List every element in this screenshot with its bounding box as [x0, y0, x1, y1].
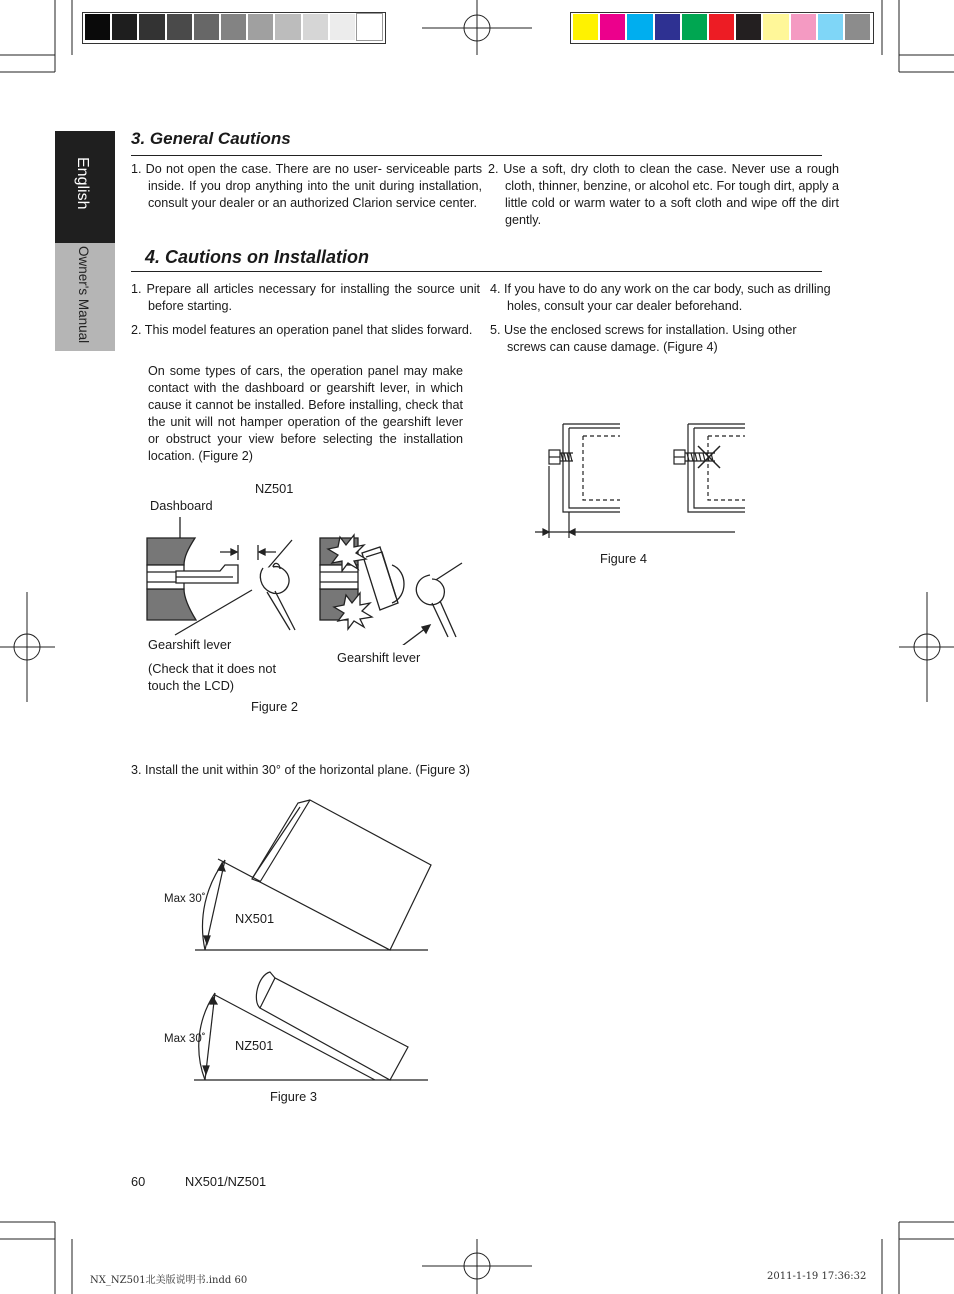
language-label: English	[74, 157, 91, 210]
color-swatch	[357, 14, 382, 40]
color-swatch	[682, 14, 707, 40]
color-swatch	[275, 14, 300, 40]
color-swatch	[139, 14, 164, 40]
color-swatch	[194, 14, 219, 40]
color-swatch	[248, 14, 273, 40]
section-rule	[131, 155, 822, 156]
registration-mark-right	[899, 592, 954, 702]
install-item-2: 2. This model features an operation panel that slides forward.	[131, 323, 473, 337]
slug-timestamp: 2011-1-19 17:36:32	[767, 1271, 867, 1282]
color-swatch	[736, 14, 761, 40]
color-swatch	[709, 14, 734, 40]
figure3-max-label-2: Max 30˚	[164, 1033, 206, 1045]
page-number: 60	[131, 1174, 146, 1189]
registration-mark-left	[0, 592, 55, 702]
figure2-model-label: NZ501	[255, 481, 294, 496]
figure2-caption: Figure 2	[251, 699, 298, 714]
figure3-model-label-1: NX501	[235, 911, 275, 926]
install-item-3: 3. Install the unit within 30° of the horizontal plane. (Figure 3)	[131, 763, 470, 777]
color-swatch	[221, 14, 246, 40]
color-swatch	[818, 14, 843, 40]
side-tab-manual	[55, 243, 115, 351]
figure4-caption: Figure 4	[600, 551, 647, 566]
caution-item-2: 2. Use a soft, dry cloth to clean the case. Never use a rough cloth, thinner, benzine, or alcohol etc. For tough dirt, apply a little cold or warm water to a soft cloth and wipe off the dirt gently.	[488, 162, 839, 227]
registration-mark-top	[422, 0, 532, 55]
color-swatch	[112, 14, 137, 40]
section-title-general-cautions: 3. General Cautions	[131, 129, 291, 148]
figure3-max-label-1: Max 30˚	[164, 893, 206, 905]
figure3-model-label-2: NZ501	[235, 1038, 274, 1053]
color-swatch	[763, 14, 788, 40]
figure2-gearshift-right-label: Gearshift lever	[337, 650, 421, 665]
section-rule	[131, 271, 822, 272]
section-title-installation: 4. Cautions on Installation	[145, 247, 370, 267]
figure2-gearshift-left-label: Gearshift lever	[148, 637, 232, 652]
color-swatch	[791, 14, 816, 40]
color-swatch	[573, 14, 598, 40]
color-swatch	[600, 14, 625, 40]
color-swatch	[330, 14, 355, 40]
figure3-illustration	[160, 795, 460, 1090]
footer-model: NX501/NZ501	[185, 1174, 267, 1189]
color-swatch	[655, 14, 680, 40]
figure2-dashboard-label: Dashboard	[150, 498, 213, 513]
caution-item-1: 1. Do not open the case. There are no user- serviceable parts inside. If you drop anything into the unit during installation, consult your dealer or an authorized Clarion service center.	[131, 162, 482, 210]
figure2-check-note: (Check that it does not touch the LCD)	[148, 661, 277, 693]
figure3-caption: Figure 3	[270, 1089, 317, 1104]
side-tab-language	[55, 131, 115, 243]
color-swatch	[627, 14, 652, 40]
figure2-illustration	[140, 505, 470, 645]
figure4-illustration	[535, 420, 755, 545]
registration-mark-bottom	[422, 1239, 532, 1294]
manual-label: Owner's Manual	[76, 246, 91, 344]
slug-filename: NX_NZ501北美版说明书.indd 60	[90, 1275, 248, 1286]
color-swatch	[85, 14, 110, 40]
install-note: On some types of cars, the operation panel may make contact with the dashboard or gearshift lever, in which cause it cannot be installed. Before installing, check that the unit will not hamper operation of the gearshift lever or obstruct your view before selecting the installation location. (Figure 2)	[148, 364, 463, 463]
color-swatch	[845, 14, 870, 40]
color-swatch	[303, 14, 328, 40]
color-swatch	[167, 14, 192, 40]
install-item-1: 1. Prepare all articles necessary for installing the source unit before starting.	[131, 282, 480, 313]
install-item-5: 5. Use the enclosed screws for installation. Using other screws can cause damage. (Figure 4)	[490, 323, 797, 354]
install-item-4: 4. If you have to do any work on the car body, such as drilling holes, consult your car dealer beforehand.	[490, 282, 831, 313]
